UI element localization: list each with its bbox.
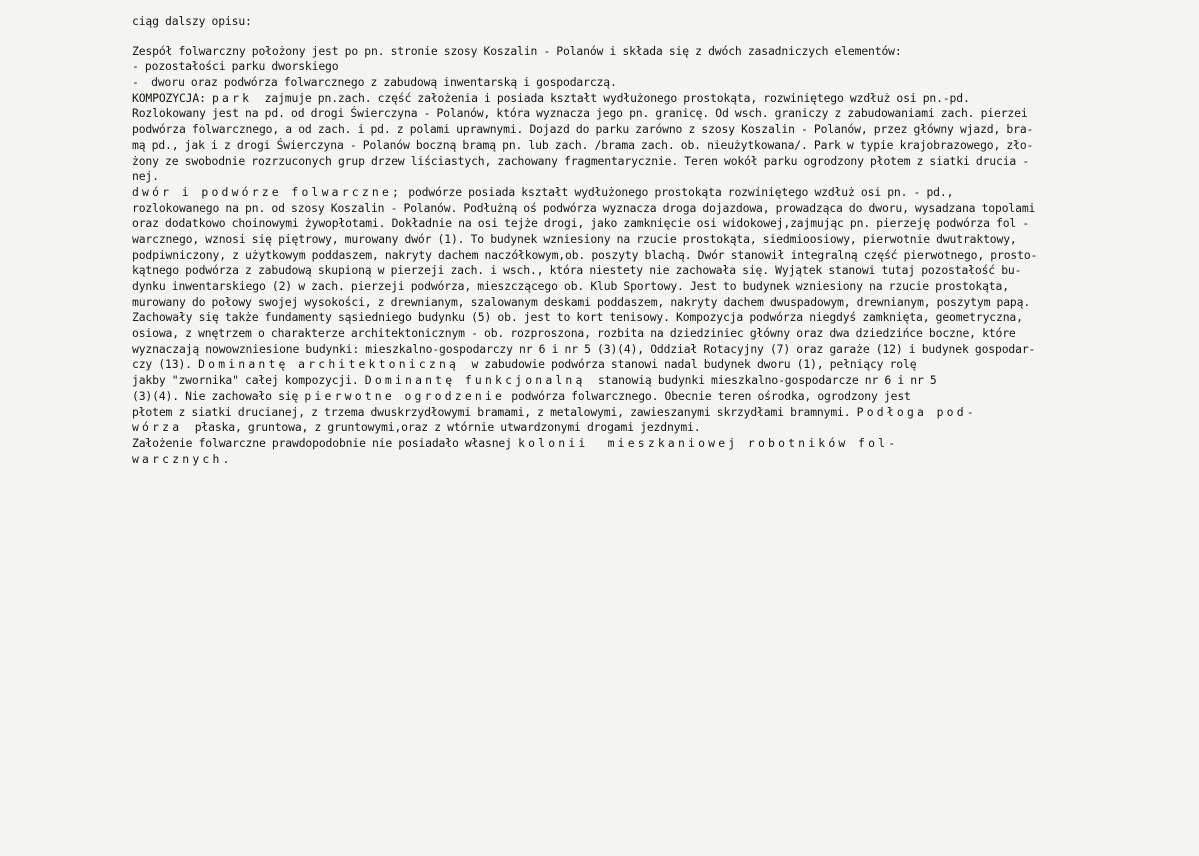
- spaced-emphasis: warcznych.: [132, 451, 233, 466]
- paragraph: [132, 44, 1072, 185]
- text-segment: podwórza folwarcznego, a od zach. i pd. z polami uprawnymi. Dojazd do parku zarówno z szosy Koszalin - Polanów, przez główny wjazd, bra-: [132, 122, 1034, 137]
- text-segment: Rozlokowany jest na pd. od drogi Świerczyna - Polanów, która wyznacza jego pn. granicę. Od wsch. graniczy z zabudowaniami zach. pierzei: [132, 106, 1028, 121]
- spaced-emphasis: park: [212, 90, 253, 105]
- text-line: [132, 169, 1072, 185]
- text-segment: wyznaczają nowowzniesione budynki: mieszkalno-gospodarczy nr 6 i nr 5 (3)(4), Oddział Rotacyjny (7) oraz garaże (12) i budynek gospodar-: [132, 341, 1036, 356]
- text-segment: płotem z siatki drucianej, z trzema dwuskrzydłowymi bramami, z metalowymi, zawieszanymi skrzydłami bramnymi.: [132, 404, 857, 419]
- text-line: [132, 106, 1072, 122]
- text-line: [132, 248, 1072, 264]
- spaced-emphasis: Podłoga pod-: [856, 404, 977, 419]
- spaced-emphasis: wórza: [132, 420, 183, 435]
- text-line: [132, 295, 1072, 311]
- spaced-emphasis: pierwotne ogrodzenie: [304, 388, 506, 403]
- spaced-emphasis: Dominantę architektoniczną: [198, 357, 460, 372]
- text-segment: kątnego podwórza z zabudową skupioną w pierzeji zach. i wsch., która niestety nie zachowała się. Wyjątek stanowi tutaj pozostałość bu-: [132, 263, 1022, 278]
- text-line: [132, 310, 1072, 326]
- text-line: [132, 185, 1072, 201]
- text-segment: murowany do połowy swojej wysokości, z drewnianym, szalowanym deskami poddaszem, nakryty dachem dwuspadowym, drewnianym, poszytym papą.: [132, 294, 1031, 309]
- text-segment: KOMPOZYCJA:: [132, 90, 212, 105]
- text-segment: - dworu oraz podwórza folwarcznego z zabudową inwentarską i gospodarczą.: [132, 75, 617, 90]
- text-segment: stanowią budynki mieszkalno-gospodarcze nr 6 i nr 5: [585, 373, 937, 388]
- text-segment: jakby "zwornika" całej kompozycji.: [132, 373, 365, 388]
- document-text: [132, 14, 1072, 467]
- spaced-emphasis: kolonii mieszkaniowej robotników fol-: [518, 435, 899, 450]
- text-line: [132, 216, 1072, 232]
- text-line: [132, 357, 1072, 373]
- text-line: [132, 342, 1072, 358]
- text-segment: podwórza folwarcznego. Obecnie teren ośrodka, ogrodzony jest: [505, 388, 911, 403]
- text-line: [132, 373, 1072, 389]
- text-segment: rozlokowanego na pn. od szosy Koszalin - Polanów. Podłużną oś podwórza wyznacza droga dojazdowa, prowadząca do dworu, wysadzana topolami: [132, 200, 1036, 215]
- text-segment: oraz dodatkowo choinowymi żywopłotami. Dokładnie na osi tejże drogi, jako zamknięcie osi widokowej,zajmując pn. pierzeję podwórza fol -: [132, 216, 1030, 231]
- text-segment: (3)(4). Nie zachowało się: [132, 388, 305, 403]
- text-segment: Zachowały się także fundamenty sąsiedniego budynku (5) ob. jest to kort tenisowy. Kompozycja podwórza niegdyś zamknięta, geometryczna,: [132, 310, 1023, 325]
- text-segment: - pozostałości parku dworskiego: [132, 59, 339, 74]
- text-segment: czy (13).: [132, 357, 199, 372]
- text-line: [132, 91, 1072, 107]
- text-line: [132, 436, 1072, 452]
- text-line: [132, 232, 1072, 248]
- text-segment: nej.: [132, 169, 159, 184]
- text-line: [132, 138, 1072, 154]
- text-line: [132, 420, 1072, 436]
- paragraph-gap: [132, 30, 1072, 44]
- document-heading: ciąg dalszy opisu:: [132, 14, 252, 28]
- text-line: [132, 405, 1072, 421]
- text-segment: osiowa, z wnętrzem o charakterze architektonicznym - ob. rozproszona, rozbita na dziedziniec główny oraz dwa dziedzińce boczne, które: [132, 326, 1016, 341]
- text-segment: żony ze swobodnie rozrzuconych grup drzew liściastych, zachowany fragmentarycznie. Teren wokół parku ogrodzony płotem z siatki drucia -: [132, 153, 1030, 168]
- text-line: [132, 389, 1072, 405]
- text-segment: Zespół folwarczny położony jest po pn. stronie szosy Koszalin - Polanów i składa się z dwóch zasadniczych elementów:: [132, 43, 902, 58]
- text-line: [132, 201, 1072, 217]
- spaced-emphasis: dwór i podwórze folwarczne;: [132, 184, 403, 199]
- text-line: [132, 326, 1072, 342]
- text-segment: warcznego, wznosi się piętrowy, murowany dwór (1). To budynek wzniesiony na rzucie prostokąta, siedmioosiowy, pierwotnie dwutraktowy,: [132, 231, 1017, 246]
- text-segment: Założenie folwarczne prawdopodobnie nie posiadało własnej: [132, 435, 519, 450]
- text-line: [132, 122, 1072, 138]
- text-line: [132, 452, 1072, 468]
- text-segment: podpiwniczony, z użytkowym poddaszem, nakryty dachem naczółkowym,ob. poszyty blachą. Dwór stanowił integralną część pierwotnego, prosto-: [132, 247, 1038, 262]
- text-line: [132, 263, 1072, 279]
- text-segment: płaska, gruntowa, z gruntowymi,oraz z wtórnie utwardzonymi drogami jezdnymi.: [182, 420, 701, 435]
- text-segment: mą pd., jak i z drogi Świerczyna - Polanów boczną bramą pn. lub zach. /brama zach. ob. nieużytkowana/. Park w typie krajobrazowego, zło-: [132, 137, 1034, 152]
- text-line: [132, 59, 1072, 75]
- text-line: [132, 154, 1072, 170]
- text-segment: w zabudowie podwórza stanowi nadal budynek dworu (1), pełniący rolę: [459, 357, 917, 372]
- text-segment: dynku inwentarskiego (2) w zach. pierzeji podwórza, mieszczącego ob. Klub Sportowy. Jest to budynek wzniesiony na rzucie prostokąta,: [132, 279, 1009, 293]
- text-line: [132, 75, 1072, 91]
- spaced-emphasis: Dominantę funkcjonalną: [364, 373, 586, 388]
- text-line: [132, 44, 1072, 60]
- paragraph: [132, 185, 1072, 467]
- text-segment: podwórze posiada kształt wydłużonego prostokąta rozwiniętego wzdłuż osi pn. - pd.,: [402, 184, 954, 199]
- paragraphs: [132, 44, 1072, 468]
- text-segment: zajmuje pn.zach. część założenia i posiada kształt wydłużonego prostokąta, rozwiniętego wzdłuż osi pn.-pd.: [252, 90, 970, 105]
- text-line: [132, 279, 1072, 295]
